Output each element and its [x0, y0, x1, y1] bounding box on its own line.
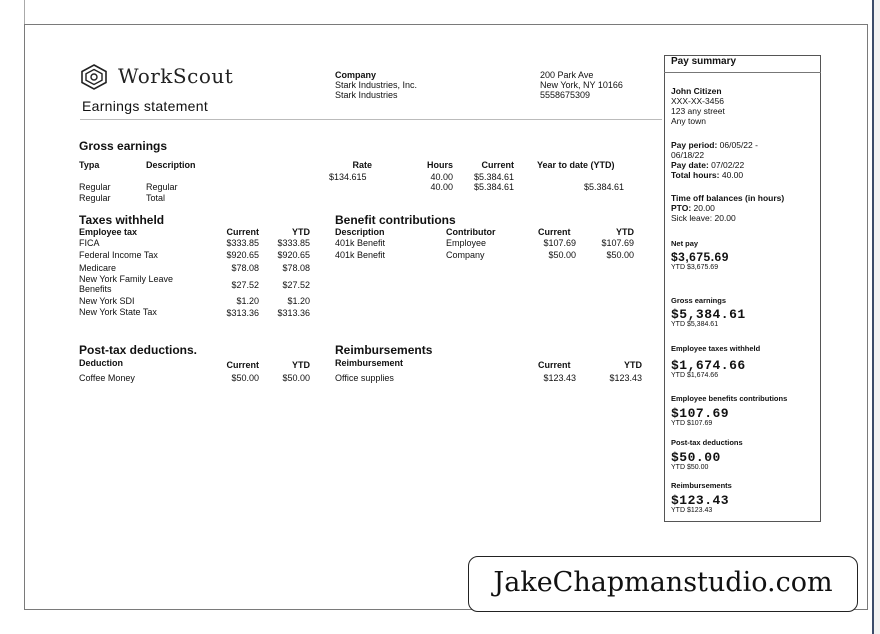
address-line1: 200 Park Ave — [540, 70, 594, 80]
tax-row-current: $313.36 — [226, 308, 259, 318]
reimbursements-header-name: Reimbursement — [335, 358, 404, 368]
pay-period-end: 06/18/22 — [671, 150, 705, 160]
tax-row-ytd: $333.85 — [277, 238, 310, 248]
time-off-title: Time off balances (in hours) — [671, 193, 785, 203]
summary-item-value: $5,384.61 — [671, 307, 746, 322]
top-edge-line — [24, 0, 25, 24]
posttax-row-ytd: $50.00 — [282, 373, 310, 383]
employee-ssn: XXX-XX-3456 — [671, 96, 724, 106]
benefit-row-current: $107.69 — [543, 238, 576, 248]
gross-row-2-type: Regular — [79, 193, 111, 203]
header-divider — [80, 119, 662, 120]
window-edge — [872, 0, 880, 634]
total-hours-label: Total hours: — [671, 170, 720, 180]
summary-item-ytd: YTD $107.69 — [671, 420, 713, 427]
benefit-row-ytd: $50.00 — [606, 250, 634, 260]
posttax-row-current: $50.00 — [231, 373, 259, 383]
employee-name: John Citizen — [671, 86, 722, 96]
sick-leave-label: Sick leave: — [671, 213, 713, 223]
gross-row-2-description: Total — [146, 193, 166, 203]
address-block — [540, 70, 623, 100]
reimbursement-row-current: $123.43 — [543, 373, 576, 383]
pay-period-label: Pay period: — [671, 140, 718, 150]
benefits-header-ytd: YTD — [616, 227, 634, 237]
benefits-title: Benefit contributions — [335, 213, 456, 227]
summary-reimbursements — [671, 481, 732, 515]
benefit-row-contributor: Employee — [446, 238, 487, 248]
taxes-header-name: Employee tax — [79, 227, 138, 237]
summary-item-value: $50.00 — [671, 450, 721, 465]
gross-header-current: Current — [481, 160, 514, 170]
time-off-block — [671, 193, 816, 223]
posttax-title: Post-tax deductions. — [79, 343, 198, 357]
pay-summary-title: Pay summary — [671, 56, 737, 67]
benefit-row-ytd: $107.69 — [601, 238, 634, 248]
company-block — [335, 70, 417, 100]
tax-row-current: $920.65 — [226, 250, 259, 260]
summary-item-label: Gross earnings — [671, 296, 727, 305]
pay-summary-divider — [664, 72, 821, 73]
pay-period-value: 06/05/22 - — [719, 140, 758, 150]
summary-item-ytd: YTD $123.43 — [671, 507, 713, 514]
pto-label: PTO: — [671, 203, 692, 213]
gross-row-2-ytd: $5.384.61 — [583, 182, 624, 192]
tax-row-name: Federal Income Tax — [79, 250, 158, 260]
tax-row-ytd: $78.08 — [282, 263, 310, 273]
posttax-header-name: Deduction — [79, 358, 123, 368]
gross-earnings-title: Gross earnings — [79, 139, 168, 153]
reimbursements-header-current: Current — [538, 360, 571, 370]
total-hours-value: 40.00 — [721, 170, 744, 180]
gross-header-hours: Hours — [426, 160, 453, 170]
company-line2: Stark Industries — [335, 90, 398, 100]
tax-row-ytd: $313.36 — [277, 308, 310, 318]
address-line2: New York, NY 10166 — [540, 80, 623, 90]
taxes-title: Taxes withheld — [79, 213, 165, 227]
gross-row-1-type: Regular — [79, 182, 111, 192]
benefits-header-contributor: Contributor — [446, 227, 496, 237]
company-label: Company — [335, 70, 377, 80]
gross-row-1-current: $5.384.61 — [473, 172, 514, 182]
pay-date-label: Pay date: — [671, 160, 709, 170]
summary-item-label: Post-tax deductions — [671, 438, 743, 447]
tax-row-current: $27.52 — [231, 280, 259, 290]
tax-row-ytd: $1.20 — [287, 296, 310, 306]
logo-name: WorkScout — [118, 64, 234, 88]
summary-taxes-withheld — [671, 344, 760, 380]
page-title: Earnings statement — [82, 98, 209, 114]
taxes-header-current: Current — [226, 227, 259, 237]
reimbursements-title: Reimbursements — [335, 343, 433, 357]
benefit-row-description: 401k Benefit — [335, 238, 386, 248]
posttax-header-ytd: YTD — [292, 360, 310, 370]
tax-row-current: $333.85 — [226, 238, 259, 248]
gross-header-rate: Rate — [352, 160, 372, 170]
posttax-header-current: Current — [226, 360, 259, 370]
company-line1: Stark Industries, Inc. — [335, 80, 418, 90]
tax-row-current: $78.08 — [231, 263, 259, 273]
sick-leave-value: 20.00 — [714, 213, 736, 223]
employee-town: Any town — [671, 116, 706, 126]
pto-value: 20.00 — [693, 203, 715, 213]
summary-item-label: Employee benefits contributions — [671, 394, 788, 403]
reimbursement-row-ytd: $123.43 — [609, 373, 642, 383]
summary-item-value: $107.69 — [671, 406, 730, 421]
reimbursements-header-ytd: YTD — [624, 360, 642, 370]
gross-header-description: Description — [146, 160, 196, 170]
summary-item-ytd: YTD $50.00 — [671, 464, 709, 471]
workscout-logo-icon — [80, 64, 108, 90]
summary-item-ytd: YTD $1,674.66 — [671, 372, 719, 379]
summary-item-ytd: YTD $3,675.69 — [671, 264, 719, 271]
summary-item-value: $3,675.69 — [671, 250, 729, 264]
benefit-row-contributor: Company — [446, 250, 485, 260]
gross-row-2-hours: 40.00 — [430, 182, 453, 192]
summary-item-label: Employee taxes withheld — [671, 344, 761, 353]
tax-row-name: FICA — [79, 238, 100, 248]
gross-row-2-current: $5.384.61 — [473, 182, 514, 192]
benefits-header-current: Current — [538, 227, 571, 237]
tax-row-current: $1.20 — [236, 296, 259, 306]
summary-item-ytd: YTD $5,384.61 — [671, 321, 719, 328]
summary-item-value: $123.43 — [671, 493, 730, 508]
benefits-header-description: Description — [335, 227, 385, 237]
summary-benefit-contributions — [671, 394, 787, 428]
summary-gross-earnings — [671, 296, 746, 329]
employee-street: 123 any street — [671, 106, 725, 116]
watermark-banner: JakeChapmanstudio.com — [468, 556, 858, 612]
tax-row-name: New York State Tax — [79, 307, 157, 317]
gross-row-1-description: Regular — [146, 182, 178, 192]
posttax-row-name: Coffee Money — [79, 373, 135, 383]
gross-header-type: Typa — [79, 160, 100, 170]
summary-post-tax-deductions — [671, 438, 743, 472]
summary-item-label: Reimbursements — [671, 481, 732, 490]
tax-row-name: New York Family Leave Benefits — [79, 274, 174, 294]
summary-net-pay — [671, 239, 729, 272]
tax-row-name: New York SDI — [79, 296, 135, 306]
benefit-row-description: 401k Benefit — [335, 250, 386, 260]
summary-item-value: $1,674.66 — [671, 358, 746, 373]
pay-date-value: 07/02/22 — [711, 160, 745, 170]
pay-period-block — [671, 140, 816, 180]
address-line3: 5558675309 — [540, 90, 591, 100]
summary-item-label: Net pay — [671, 239, 699, 248]
gross-header-ytd: Year to date (YTD) — [537, 160, 615, 170]
gross-row-1-rate: $134.615 — [329, 172, 367, 182]
benefit-row-current: $50.00 — [548, 250, 576, 260]
taxes-header-ytd: YTD — [292, 227, 310, 237]
tax-row-ytd: $920.65 — [277, 250, 310, 260]
tax-row-name: Medicare — [79, 263, 117, 273]
employee-block — [671, 86, 725, 126]
gross-row-1-hours: 40.00 — [430, 172, 453, 182]
reimbursement-row-name: Office supplies — [335, 373, 394, 383]
tax-row-ytd: $27.52 — [282, 280, 310, 290]
